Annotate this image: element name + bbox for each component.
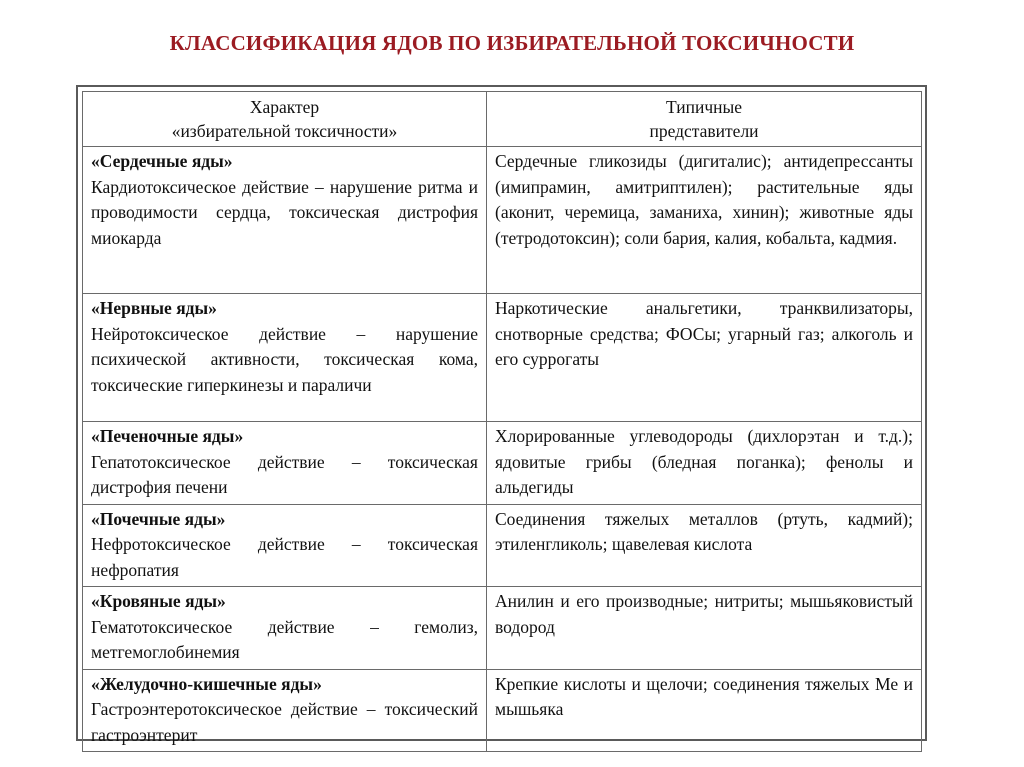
cell-character (83, 504, 487, 587)
table-row (83, 422, 922, 505)
cell-examples: Соединения тяжелых металлов (ртуть, кадмий); этиленгликоль; щавелевая кислота (487, 504, 922, 587)
cell-examples: Наркотические анальгетики, транквилизаторы, снотворные средства; ФОСы; угарный газ; алкоголь и его суррогаты (487, 294, 922, 422)
cell-character (83, 422, 487, 505)
table-row (83, 504, 922, 587)
cell-character (83, 294, 487, 422)
category-name: «Почечные яды» (91, 508, 226, 529)
cell-examples: Крепкие кислоты и щелочи; соединения тяжелых Ме и мышьяка (487, 669, 922, 752)
category-description: Кардиотоксическое действие – нарушение ритма и проводимости сердца, токсическая дистрофия миокарда (91, 176, 478, 248)
category-description: Гастроэнтеротоксическое действие – токсический гастроэнтерит (91, 699, 478, 745)
category-description: Гепатотоксическое действие – токсическая дистрофия печени (91, 451, 478, 497)
table-row (83, 669, 922, 752)
cell-examples: Сердечные гликозиды (дигиталис); антидепрессанты (имипрамин, амитриптилен); растительные яды (аконит, черемица, заманиха, хинин); животные яды (тетродотоксин); соли бария, калия, кобальта, кадмия. (487, 147, 922, 294)
header-representatives-line2: представители (649, 121, 759, 141)
cell-examples: Анилин и его производные; нитриты; мышьяковистый водород (487, 587, 922, 670)
cell-character (83, 669, 487, 752)
category-description: Нефротоксическое действие – токсическая нефропатия (91, 534, 478, 580)
category-name: «Печеночные яды» (91, 426, 244, 446)
category-name: «Сердечные яды» (91, 151, 233, 171)
header-representatives (487, 92, 922, 147)
table-row (83, 147, 922, 294)
category-name: «Кровяные яды» (91, 591, 226, 611)
table-header-row (83, 92, 922, 147)
header-character (83, 92, 487, 147)
category-name: «Желудочно-кишечные яды» (91, 673, 322, 694)
page-title: КЛАССИФИКАЦИЯ ЯДОВ ПО ИЗБИРАТЕЛЬНОЙ ТОКСИЧНОСТИ (169, 31, 855, 55)
category-description: Нейротоксическое действие – нарушение психической активности, токсическая кома, токсические гиперкинезы и параличи (91, 323, 478, 395)
cell-character (83, 147, 487, 294)
table-row (83, 587, 922, 670)
cell-character (83, 587, 487, 670)
header-representatives-line1: Типичные (665, 97, 743, 117)
table-frame (76, 85, 927, 745)
category-description: Гематотоксическое действие – гемолиз, метгемоглобинемия (91, 616, 478, 662)
header-character-line1: Характер (249, 97, 320, 117)
table-row (83, 294, 922, 422)
cell-examples: Хлорированные углеводороды (дихлорэтан и т.д.); ядовитые грибы (бледная поганка); фенолы и альдегиды (487, 422, 922, 505)
header-character-line2: «избирательной токсичности» (171, 121, 398, 141)
toxicity-table (82, 91, 922, 752)
category-name: «Нервные яды» (91, 298, 217, 318)
